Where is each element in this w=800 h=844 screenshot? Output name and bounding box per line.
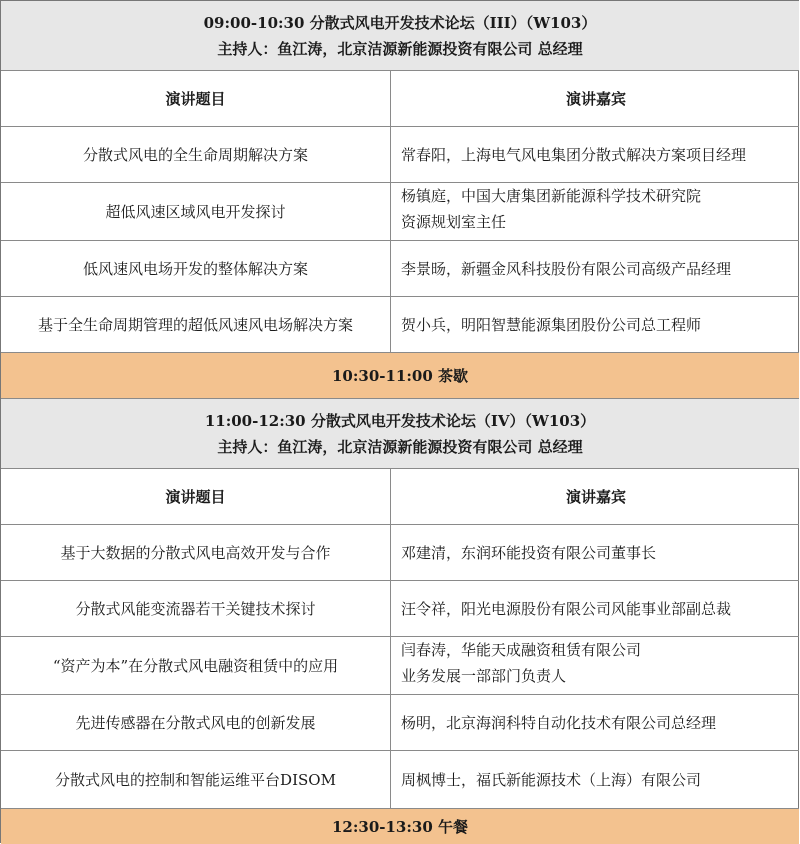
talk-topic: 分散式风电的全生命周期解决方案 (1, 127, 391, 182)
break-row (1, 353, 799, 399)
talk-speaker (391, 297, 799, 352)
table-row (1, 695, 799, 751)
talk-topic: 基于全生命周期管理的超低风速风电场解决方案 (1, 297, 391, 352)
break-row (1, 809, 799, 844)
table-row (1, 241, 799, 297)
column-header-row (1, 71, 799, 127)
table-row (1, 581, 799, 637)
column-header-speaker (391, 71, 799, 126)
session-header-cell (1, 399, 799, 468)
talk-topic: 低风速风电场开发的整体解决方案 (1, 241, 391, 296)
talk-topic: 超低风速区域风电开发探讨 (1, 183, 391, 240)
table-row (1, 525, 799, 581)
table-row (1, 637, 799, 695)
break-label (1, 353, 799, 398)
column-header-speaker-label: 演讲嘉宾 (565, 89, 626, 108)
column-header-topic: 演讲题目 (1, 469, 391, 524)
session-header (1, 1, 799, 71)
speaker-line: 常春阳，上海电气风电集团分散式解决方案项目经理 (401, 145, 747, 164)
column-header-speaker-label: 演讲嘉宾 (565, 487, 626, 506)
speaker-line: 杨镇庭，中国大唐集团新能源科学技术研究院 (401, 187, 702, 205)
table-row (1, 127, 799, 183)
session-header-cell (1, 1, 799, 70)
speaker-line: 周枫博士，福氏新能源技术（上海）有限公司 (401, 770, 702, 789)
talk-speaker (391, 241, 799, 296)
talk-topic: 基于大数据的分散式风电高效开发与合作 (1, 525, 391, 580)
column-header-speaker (391, 469, 799, 524)
talk-speaker (391, 695, 799, 750)
session-host: 主持人：鱼江涛，北京洁源新能源投资有限公司 总经理 (217, 437, 583, 456)
break-label (1, 809, 799, 844)
speaker-line: 业务发展一部部门负责人 (401, 667, 567, 685)
talk-speaker (391, 525, 799, 580)
talk-topic: 先进传感器在分散式风电的创新发展 (1, 695, 391, 750)
column-header-topic: 演讲题目 (1, 71, 391, 126)
speaker-line: 杨明，北京海润科特自动化技术有限公司总经理 (401, 713, 717, 732)
talk-topic: 分散式风能变流器若干关键技术探讨 (1, 581, 391, 636)
break-text: 12:30-13:30 午餐 (331, 817, 469, 836)
speaker-line: 李景旸，新疆金风科技股份有限公司高级产品经理 (401, 259, 732, 278)
talk-speaker (391, 637, 799, 694)
table-row (1, 751, 799, 809)
session-title: 11:00-12:30 分散式风电开发技术论坛（IV）（W103） (204, 411, 596, 430)
talk-topic: “资产为本”在分散式风电融资租赁中的应用 (1, 637, 391, 694)
table-row (1, 297, 799, 353)
session-header (1, 399, 799, 469)
session-title: 09:00-10:30 分散式风电开发技术论坛（III）（W103） (203, 13, 597, 32)
speaker-line: 资源规划室主任 (401, 213, 507, 231)
talk-speaker (391, 581, 799, 636)
talk-speaker (391, 183, 799, 240)
talk-speaker (391, 127, 799, 182)
column-header-row (1, 469, 799, 525)
break-text: 10:30-11:00 茶歇 (331, 366, 469, 385)
table-row (1, 183, 799, 241)
session-host: 主持人：鱼江涛，北京洁源新能源投资有限公司 总经理 (217, 39, 583, 58)
speaker-line: 贺小兵，明阳智慧能源集团股份公司总工程师 (401, 315, 702, 334)
speaker-line: 闫春涛，华能天成融资租赁有限公司 (401, 641, 642, 659)
talk-topic: 分散式风电的控制和智能运维平台DISOM (1, 751, 391, 808)
speaker-line: 汪令祥，阳光电源股份有限公司风能事业部副总裁 (401, 599, 732, 618)
speaker-line: 邓建清，东润环能投资有限公司董事长 (401, 543, 657, 562)
talk-speaker (391, 751, 799, 808)
